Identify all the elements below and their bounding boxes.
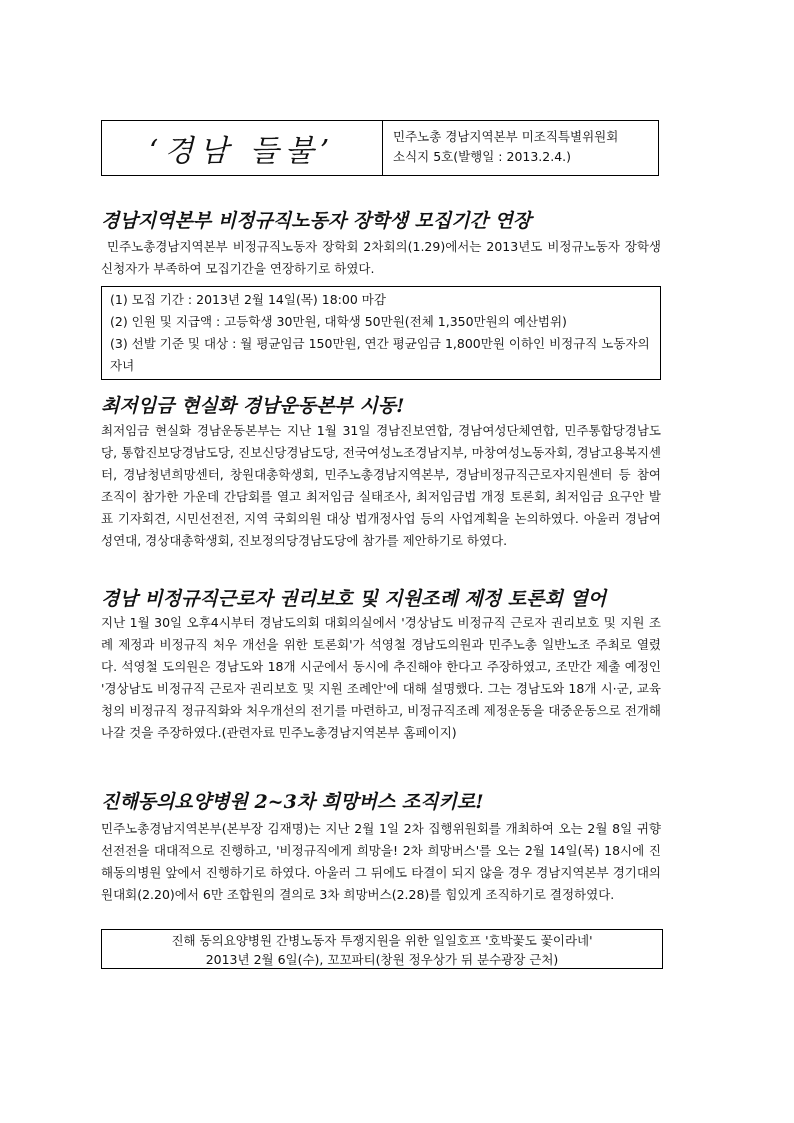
article-1-headline: 경남지역본부 비정규직노동자 장학생 모집기간 연장: [101, 210, 532, 232]
article-4-headline: 진해동의요양병원 2~3차 희망버스 조직키로!: [101, 791, 484, 813]
article-2-headline: 최저임금 현실화 경남운동본부 시동!: [101, 395, 405, 417]
article-3-headline: 경남 비정규직근로자 권리보호 및 지원조례 제정 토론회 열어: [101, 588, 607, 610]
article-3-body: 지난 1월 30일 오후4시부터 경남도의회 대회의실에서 '경상남도 비정규직 근로자 권리보호 및 지원 조례 제정과 비정규직 처우 개선을 위한 토론회'가 석영철 경남도의원과 민주노총 일반노조 주최로 열렸다. 석영철 도의원은 경남도와 18개 시군에서 동시에 추진해야 한다고 주장하였고, 조만간 제출 예정인 '경상남도 비정규직 근로자 권리보호 및 지원 조례안'에 대해 설명했다. 그는 경남도와 18개 시·군, 교육청의 비정규직 정규직화와 처우개선의 전기를 마련하고, 비정규직조례 제정운동을 대중운동으로 전개해 나갈 것을 주장하였다.(관련자료 민주노총경남지역본부 홈페이지): [101, 615, 661, 740]
detail-amount: (2) 인원 및 지급액 : 고등학생 30만원, 대학생 50만원(전체 1,350만원의 예산범위): [110, 314, 567, 329]
detail-period: (1) 모집 기간 : 2013년 2월 14일(목) 18:00 마감: [110, 292, 386, 307]
article-1-body: 민주노총경남지역본부 비정규직노동자 장학회 2차회의(1.29)에서는 2013년도 비정규노동자 장학생 신청자가 부족하여 모집기간을 연장하기로 하였다.: [101, 239, 661, 276]
detail-criteria: (3) 선발 기준 및 대상 : 월 평균임금 150만원, 연간 평균임금 1,800만원 이하인 비정규직 노동자의 자녀: [110, 336, 650, 373]
newsletter-title: ‘경남 들불’: [102, 121, 383, 175]
event-date-place: 2013년 2월 6일(수), 꼬꼬파티(창원 정우상가 뒤 분수광장 근처): [205, 952, 559, 967]
event-title: 진해 동의요양병원 간병노동자 투쟁지원을 위한 일일호프 '호박꽃도 꽃이라네': [171, 933, 593, 948]
scholarship-details-box: [101, 286, 661, 380]
publisher-line: 민주노총 경남지역본부 미조직특별위원회: [393, 129, 619, 144]
masthead-info: [383, 121, 658, 175]
article-4-body: 민주노총경남지역본부(본부장 김재명)는 지난 2월 1일 2차 집행위원회를 개최하여 오는 2월 8일 귀향 선전전을 대대적으로 진행하고, '비정규직에게 희망을! 2차 희망버스'를 오는 2월 14일(목) 18시에 진해동의병원 앞에서 진행하기로 하였다. 아울러 그 뒤에도 타결이 되지 않을 경우 경남지역본부 경기대의원대회(2.20)에서 6만 조합원의 결의로 3차 희망버스(2.28)를 힘있게 조직하기로 결정하였다.: [101, 821, 661, 902]
event-notice-box: [101, 929, 663, 969]
masthead: [101, 120, 659, 176]
issue-line: 소식지 5호(발행일 : 2013.2.4.): [393, 149, 572, 164]
article-2-body: 최저임금 현실화 경남운동본부는 지난 1월 31일 경남진보연합, 경남여성단체연합, 민주통합당경남도당, 통합진보당경남도당, 진보신당경남도당, 전국여성노조경남지부, 마창여성노동자회, 경남고용복지센터, 경남청년희망센터, 창원대총학생회, 민주노총경남지역본부, 경남비정규직근로자지원센터 등 참여 조직이 참가한 가운데 간담회를 열고 최저임금 실태조사, 최저임금법 개정 토론회, 최저임금 요구안 발표 기자회견, 시민선전전, 지역 국회의원 대상 법개정사업 등의 사업계획을 논의하였다. 아울러 경남여성연대, 경상대총학생회, 진보정의당경남도당에 참가를 제안하기로 하였다.: [101, 423, 661, 548]
